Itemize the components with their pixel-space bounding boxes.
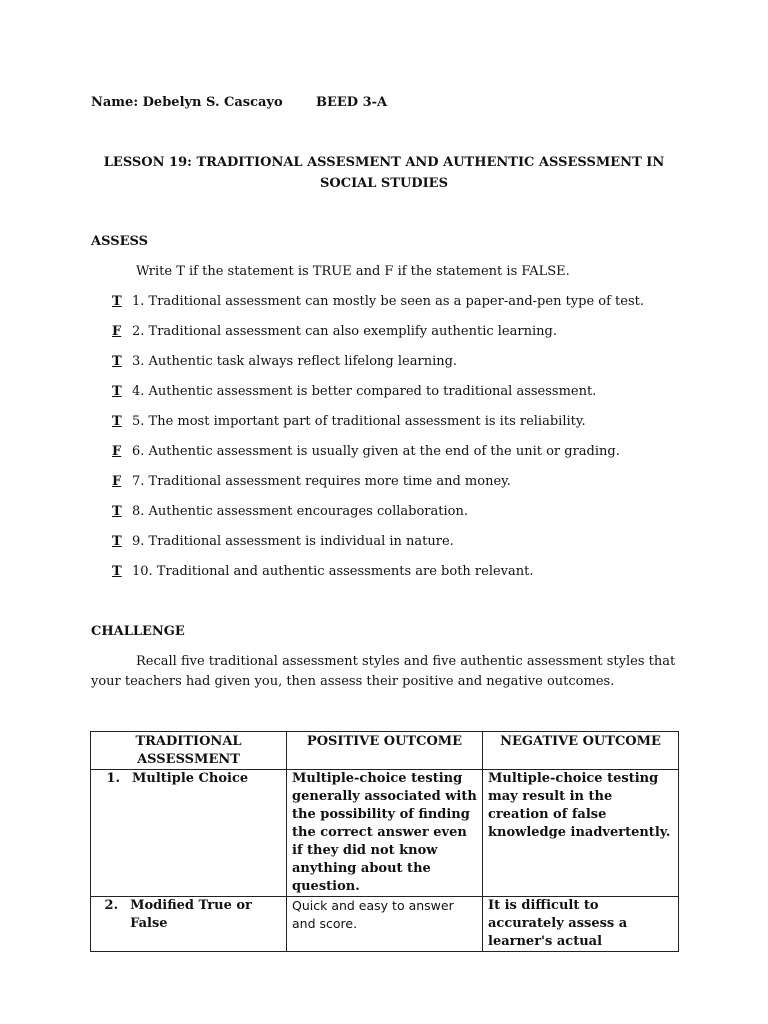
challenge-instruction-line2: your teachers had given you, then assess their positive and negative outcomes.	[91, 674, 615, 689]
statement: 5. The most important part of traditional assessment is its reliability.	[132, 414, 586, 429]
statement: 2. Traditional assessment can also exemplify authentic learning.	[132, 324, 557, 339]
list-item	[112, 413, 644, 443]
statement: 3. Authentic task always reflect lifelong learning.	[132, 354, 458, 369]
statement: 9. Traditional assessment is individual in nature.	[132, 534, 454, 549]
positive-outcome-cell: Multiple-choice testing generally associated with the possibility of finding the correct answer even if they did not know anything about the question.	[287, 770, 483, 897]
table-row	[91, 897, 679, 952]
statement: 6. Authentic assessment is usually given at the end of the unit or grading.	[132, 444, 620, 459]
assess-list	[112, 293, 644, 593]
list-item	[112, 323, 644, 353]
answer-mark: T	[112, 294, 122, 309]
negative-outcome-cell: It is difficult to accurately assess a learner's actual	[483, 897, 679, 952]
answer-mark: T	[112, 504, 122, 519]
answer-mark: T	[112, 564, 122, 579]
assessment-cell	[91, 897, 287, 952]
student-name: Name: Debelyn S. Cascayo	[91, 95, 283, 110]
list-item	[112, 503, 644, 533]
answer-mark: F	[112, 444, 122, 459]
assessment-name: Multiple Choice	[132, 771, 249, 786]
list-item	[112, 563, 644, 593]
list-item	[112, 293, 644, 323]
challenge-heading: CHALLENGE	[91, 624, 185, 639]
row-number: 1.	[106, 771, 120, 786]
positive-outcome-cell: Quick and easy to answer and score.	[287, 897, 483, 952]
header-negative-outcome: NEGATIVE OUTCOME	[483, 732, 679, 770]
table-header-row	[91, 732, 679, 770]
answer-mark: F	[112, 474, 122, 489]
challenge-instruction-line1: Recall five traditional assessment styles and five authentic assessment styles that	[136, 654, 676, 669]
header-positive-outcome: POSITIVE OUTCOME	[287, 732, 483, 770]
class-section: BEED 3-A	[316, 95, 388, 110]
statement: 4. Authentic assessment is better compared to traditional assessment.	[132, 384, 597, 399]
negative-outcome-cell: Multiple-choice testing may result in the creation of false knowledge inadvertently.	[483, 770, 679, 897]
assessment-table	[90, 731, 679, 952]
answer-mark: F	[112, 324, 122, 339]
assessment-name: Modified True or False	[130, 898, 252, 931]
header-traditional-assessment: TRADITIONAL ASSESSMENT	[91, 732, 287, 770]
table-row	[91, 770, 679, 897]
row-number: 2.	[104, 898, 119, 913]
answer-mark: T	[112, 534, 122, 549]
assess-instruction: Write T if the statement is TRUE and F if the statement is FALSE.	[136, 264, 570, 279]
answer-mark: T	[112, 384, 122, 399]
list-item	[112, 473, 644, 503]
statement: 10. Traditional and authentic assessments are both relevant.	[132, 564, 534, 579]
lesson-title: LESSON 19: TRADITIONAL ASSESMENT AND AUTHENTIC ASSESSMENT IN SOCIAL STUDIES	[103, 155, 665, 191]
statement: 8. Authentic assessment encourages collaboration.	[132, 504, 468, 519]
list-item	[112, 533, 644, 563]
statement: 1. Traditional assessment can mostly be seen as a paper-and-pen type of test.	[132, 294, 645, 309]
list-item	[112, 383, 644, 413]
list-item	[112, 443, 644, 473]
statement: 7. Traditional assessment requires more time and money.	[132, 474, 511, 489]
assessment-cell	[91, 770, 287, 897]
answer-mark: T	[112, 354, 122, 369]
answer-mark: T	[112, 414, 122, 429]
assess-heading: ASSESS	[91, 234, 148, 249]
list-item	[112, 353, 644, 383]
